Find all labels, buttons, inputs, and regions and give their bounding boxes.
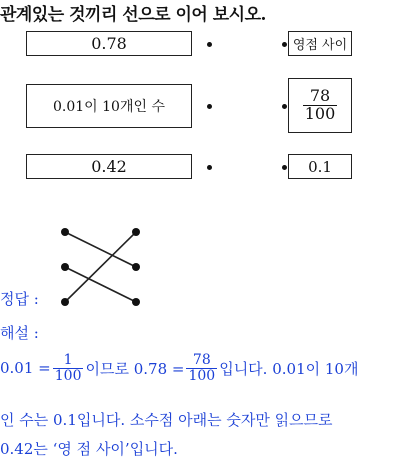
answer-left-dot-2: [61, 263, 69, 271]
fraction-denominator: 100: [304, 104, 336, 123]
right-dot-3[interactable]: [282, 165, 287, 170]
left-item-3: 0.42: [26, 154, 192, 179]
right-dot-2[interactable]: [282, 104, 287, 109]
left-item-2: 0.01이 10개인 수: [26, 84, 192, 128]
explanation-fraction-2: [186, 353, 217, 383]
answer-right-dot-1: [132, 228, 140, 236]
left-dot-3[interactable]: [207, 165, 212, 170]
answer-left-dot-1: [61, 228, 69, 236]
fraction-denominator: 100: [188, 367, 216, 384]
left-dot-2[interactable]: [207, 104, 212, 109]
right-item-1: 영점 사이: [288, 31, 352, 56]
explanation-text-c: 입니다. 0.01이 10개: [219, 359, 359, 378]
left-item-1: 0.78: [26, 31, 192, 56]
answer-left-dot-3: [61, 298, 69, 306]
explanation-line-1: [0, 353, 358, 383]
explanation-text-b: 이므로 0.78 =: [85, 359, 185, 378]
answer-diagram: [56, 222, 146, 322]
fraction-denominator: 100: [54, 367, 82, 384]
explanation-text-a: 0.01 =: [0, 359, 51, 378]
answer-label: 정답 :: [0, 290, 39, 308]
answer-line-3: [65, 232, 136, 302]
right-item-3: 0.1: [288, 154, 352, 179]
answer-right-dot-3: [132, 298, 140, 306]
explanation-line-2: 인 수는 0.1입니다. 소수점 아래는 숫자만 읽으므로: [0, 411, 333, 429]
explanation-label: 해설 :: [0, 324, 39, 342]
fraction-78-100: [303, 88, 338, 123]
left-dot-1[interactable]: [207, 42, 212, 47]
right-item-2: [288, 78, 352, 133]
answer-right-dot-2: [132, 263, 140, 271]
right-dot-1[interactable]: [282, 42, 287, 47]
answer-line-2: [65, 267, 136, 302]
explanation-fraction-1: [53, 353, 84, 383]
answer-line-1: [65, 232, 136, 267]
instruction-text: 관계있는 것끼리 선으로 이어 보시오.: [0, 5, 266, 25]
fraction-numerator: 78: [192, 352, 211, 368]
explanation-line-3: 0.42는 ‘영 점 사이’입니다.: [0, 440, 178, 458]
fraction-numerator: 78: [309, 86, 331, 106]
fraction-numerator: 1: [63, 352, 73, 368]
